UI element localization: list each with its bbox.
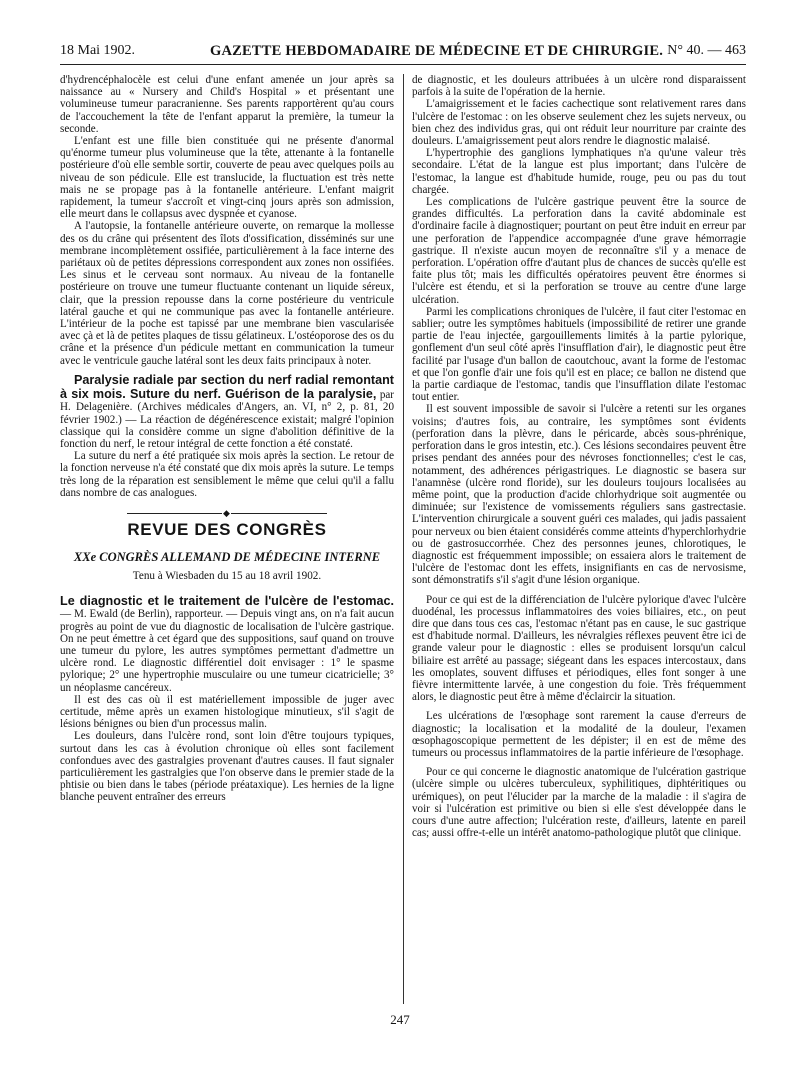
paragraph: L'enfant est une fille bien constituée qui ne présente d'anormal qu'énorme tumeur plus volumineuse que la tête, attenante à la fontanelle postérieure d'où elle semble sortir, couverte de peau avec quelques poils au niveau de son pédicule. Elle est translucide, la fluctuation est très nette mais ne se propage pas à la fontanelle antérieure. L'enfant maigrit rapidement, la tumeur s'accroît et vingt-cinq jours après son admission, elle meurt dans le collapsus avec dyspnée et cyanose. [60, 135, 394, 221]
paragraph: Les complications de l'ulcère gastrique peuvent être la source de grandes difficultés. La perforation dans la cavité abdominale est d'ordinaire facile à diagnostiquer; pourtant on peut être induit en erreur par une perforation de l'appendice accompagnée d'une grave hémorragie gastrique. Il n'existe aucun moyen de reconnaître s'il y a menace de perforation. L'opération offre d'autant plus de chances de succès qu'elle est faite plus tôt; mais les difficultés opératoires peuvent être énormes si l'ulcère est étendu, et si la perforation se trouve au centre d'une large ulcération. [412, 196, 746, 306]
article-summary: La réaction de dégénérescence existait; malgré l'opinion classique qui la considère comme un signe d'abolition définitive de la fonction du nerf, le retour intégral de cette fonction a été constaté. [60, 413, 394, 451]
paragraph: Pour ce qui concerne le diagnostic anatomique de l'ulcération gastrique (ulcère simple ou ulcères tuberculeux, syphilitiques, diphtéritiques ou urémiques), on peut l'élucider par la marche de la maladie : il s'agira de voir si l'ulcération est primitive ou bien si elle s'est développée dans le cours d'une autre affection; l'ulcération reste, d'ailleurs, latente en pareil cas; aussi offre-t-elle un intérêt anatomo-pathologique plutôt que clinique. [412, 766, 746, 840]
article-reference: par H. Delagenière. (Archives médicales d'Angers, an. VI, n° 2, p. 81, 20 février 1902.) — [60, 388, 394, 426]
paragraph: Parmi les complications chroniques de l'ulcère, il faut citer l'estomac en sablier; outre les symptômes habituels (impossibilité de retirer une grande partie de l'eau injectée, gargouillements limités à la partie pylorique, gonflement d'un seul côté après l'insufflation d'air), le diagnostic peut être facilité par l'usage d'un ballon de caoutchouc, avant la forme de l'estomac et que l'on gonfle d'air une fois qu'il est en place; ce ballon ne distend que la partie cardiaque de l'estomac, tandis que l'insufflation dilate l'estomac tout entier. [412, 305, 746, 404]
section-title: REVUE DES CONGRÈS [127, 520, 327, 540]
spacer [412, 587, 746, 594]
header-issue-page: N° 40. — 463 [667, 43, 746, 58]
paragraph: Les douleurs, dans l'ulcère rond, sont loin d'être toujours typiques, surtout dans les cas à évolution chronique où elles sont facilement confondues avec des gastralgies provenant d'autres causes. Il faut signaler particulièrement les gastralgies que l'on observe dans le premier stade de la phtisie ou bien dans le tabes (période préataxique). Les hernies de la ligne blanche peuvent entraîner des erreurs [60, 730, 394, 804]
paragraph: Il est des cas où il est matériellement impossible de juger avec certitude, même après un examen histologique minutieux, s'il s'agit de lésions bénignes ou bien d'un processus malin. [60, 693, 394, 731]
congress-title: XXe CONGRÈS ALLEMAND DE MÉDECINE INTERNE [73, 550, 381, 565]
paragraph: A l'autopsie, la fontanelle antérieure ouverte, on remarque la mollesse des os du crâne qui présentent des îlots d'ossification, disséminés sur une membrane incomplètement ossifiée, particulièrement à la face interne des pariétaux où de petites dépressions correspondent aux zones non ossifiées. Les sinus et le cerveau sont normaux. Au niveau de la fontanelle postérieure on trouve une tumeur fluctuante contenant un liquide séreux, clair, que la pression repousse dans la corne postérieure du ventricule latéral gauche et qui ne communique pas avec la fontanelle antérieure. L'intérieur de la poche est tapissé par une membrane bien vascularisée avec çà et là de petites plaques de tissu gélatineux. L'ostéoporose des os du crâne et la présence d'un pédicule mettant en communication la tumeur avec le ventricule gauche latéral sont les deux faits principaux à noter. [60, 220, 394, 367]
header-rule [60, 64, 746, 65]
talk-author: — M. Ewald (de Berlin), rapporteur. — [60, 608, 238, 621]
paragraph: La suture du nerf a été pratiquée six mois après la section. Le retour de la fonction nerveuse n'a été constaté que dix mois après la suture. Le temps très long de la réparation est sensiblement le même que celui qu'il a fallu dans nombre de cas analogues. [60, 450, 394, 499]
spacer [412, 703, 746, 710]
header-date: 18 Mai 1902. [60, 43, 136, 58]
left-column [60, 74, 394, 804]
article-entry [60, 374, 394, 450]
congress-subtitle: Tenu à Wiesbaden du 15 au 18 avril 1902. [132, 570, 322, 583]
paragraph: Il est souvent impossible de savoir si l'ulcère a retenti sur les organes voisins; d'autres fois, au contraire, les symptômes sont évidents (perforation dans la plèvre, dans le péricarde, abcès sous-phrénique, perforation dans le gros intestin, etc.). Ces lésions secondaires peuvent être prises pendant des années pour des névroses fonctionnelles; c'est le cas, notamment, des adhérences périgastriques. Le diagnostic se basera sur l'anamnèse (ulcère rond floride), sur les douleurs toujours localisées au même point, que la production d'acide chlorhydrique soit augmentée ou diminuée; sur l'existence de vomissements réguliers sans gastrectasie. L'intervention chirurgicale a souvent guéri ces malades, qui jadis passaient pour nerveux ou bien étaient considérés comme atteints d'hyperchlorhydrie ou de gastrosuccorrhée. Chez des personnes jeunes, chlorotiques, le diagnostic est fréquemment impossible; on essaiera alors le traitement de l'ulcère de l'estomac dont les effets, insignifiants en cas de nervosisme, sont démonstratifs s'il s'agit d'une lésion organique. [412, 403, 746, 587]
column-divider [403, 74, 404, 1004]
section-divider [127, 509, 327, 518]
page-footer-number: 247 [390, 1012, 410, 1027]
paragraph: L'amaigrissement et le facies cachectique sont relativement rares dans l'ulcère de l'estomac : on les observe seulement chez les sujets nerveux, ou bien chez des individus gras, qui ont réduit leur nourriture par crainte des douleurs. L'amaigrissement peut alors rendre le diagnostic malaisé. [412, 98, 746, 148]
spacer [412, 759, 746, 766]
talk-summary: Depuis vingt ans, on n'a fait aucun progrès au point de vue du diagnostic de localisation de l'ulcère gastrique. On ne peut émettre à cet égard que des suppositions, sauf quand on trouve une tumeur du pylore, les autres symptômes permettant d'admettre un ulcère rond. Le diagnostic différentiel doit envisager : 1° le spasme pylorique; 2° une hypertrophie musculaire ou une tumeur cicatricielle; 3° un néoplasme cancéreux. [60, 608, 394, 694]
right-column [412, 74, 746, 839]
talk-title: Le diagnostic et le traitement de l'ulcère de l'estomac. [60, 593, 394, 608]
paragraph: d'hydrencéphalocèle est celui d'une enfant amenée un jour après sa naissance au « Nursery and Child's Hospital » et présentant une volumineuse tumeur paracranienne. Ses parents rapportèrent qu'au cours de l'accouchement la tête de l'enfant apparut la première, la tumeur la seconde. [60, 74, 394, 135]
talk-entry [60, 595, 394, 694]
paragraph: Pour ce qui est de la différenciation de l'ulcère pylorique d'avec l'ulcère duodénal, les processus inflammatoires des voies biliaires, etc., on peut dire que dans tous ces cas, l'estomac n'étant pas en cause, le suc gastrique est d'habitude normal. D'ailleurs, les névralgies réflexes peuvent être ici de grande valeur pour le diagnostic : elles se produisent lorsqu'un calcul biliaire est arrêté au passage; siégeant dans les espaces intercostaux, dans les omoplates, souvent diffuses et périodiques, elles font songer à une fièvre intermittente larvée, à une congestion du foie. Très fréquemment alors, le diagnostic peut être à même d'éclaircir la situation. [412, 593, 746, 704]
paragraph: de diagnostic, et les douleurs attribuées à un ulcère rond disparaissent parfois à la suite de l'opération de la hernie. [412, 74, 746, 99]
running-header [60, 40, 746, 62]
paragraph: Les ulcérations de l'œsophage sont rarement la cause d'erreurs de diagnostic; la localisation et la modalité de la douleur, l'examen œsophagoscopique permettent de les dépister; il en est de même des tumeurs ou processus inflammatoires de la partie inférieure de l'œsophage. [412, 710, 746, 759]
header-journal-title: GAZETTE HEBDOMADAIRE DE MÉDECINE ET DE CHIRURGIE. [210, 43, 664, 59]
article-title: Paralysie radiale par section du nerf radial remontant à six mois. Suture du nerf. Guérison de la paralysie, [60, 372, 394, 401]
paragraph: L'hypertrophie des ganglions lymphatiques n'a qu'une valeur très secondaire. L'état de la langue est plus important; dans l'ulcère de l'estomac, la langue est d'habitude humide, rouge, peu ou pas du tout chargée. [412, 147, 746, 196]
divider-diamond-icon: ◆ [223, 508, 230, 519]
text-columns [60, 74, 746, 1004]
